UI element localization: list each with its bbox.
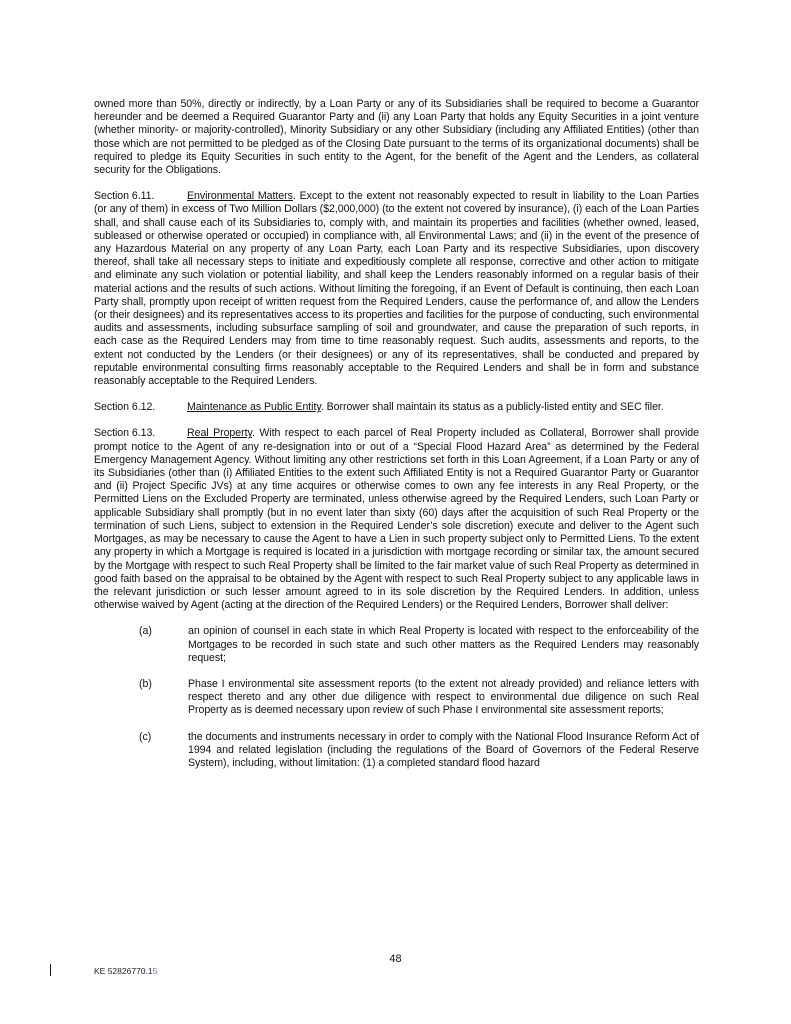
body-text [94, 98, 699, 783]
section-6-12 [94, 401, 699, 414]
page-number: 48 [389, 953, 402, 965]
list-item [94, 678, 699, 718]
document-id [94, 966, 157, 976]
section-title: Environmental Matters [187, 190, 293, 203]
continued-paragraph: owned more than 50%, directly or indirectly, by a Loan Party or any of its Subsidiaries shall be required to become a Guarantor hereunder and be deemed a Required Guarantor Party and (ii) any Loan Party that holds any Equity Securities in a joint venture (whether minority- or majority-controlled), Minority Subsidiary or any other Subsidiary (including any Affiliated Entities) (other than those which are not permitted to be pledged as of the Closing Date pursuant to the terms of its organizational documents) shall be required to pledge its Equity Securities in such entity to the Agent, for the benefit of the Agent and the Lenders, as collateral security for the Obligations. [94, 98, 699, 177]
item-label: (b) [139, 677, 152, 690]
item-text: an opinion of counsel in each state in which Real Property is located with respect to the enforceability of the Mortgages to be recorded in such state and such other matters as the Required Lenders may reasonably request; [188, 625, 699, 664]
section-number: Section 6.11. [94, 190, 155, 203]
section-number: Section 6.12. [94, 401, 156, 414]
deliverables-list [94, 625, 699, 770]
section-number: Section 6.13. [94, 427, 156, 440]
section-text: . With respect to each parcel of Real Property included as Collateral, Borrower shall provide prompt notice to the Agent of any re-designation into or out of a “Special Flood Hazard Area” as determined by the Federal Emergency Management Agency. Without limiting any other restrictions set forth in this Loan Agreement, if a Loan Party or any of its Subsidiaries (other than (i) Affiliated Entities to the extent such Affiliated Entity is not a Required Guarantor Party or Guarantor and (ii) Project Specific JVs) at any time acquires or otherwise comes to own any fee interests in any Real Property, or the Permitted Liens on the Excluded Property are terminated, unless otherwise agreed by the Required Lenders, such Loan Party or applicable Subsidiary shall promptly (but in no event later than sixty (60) days after the acquisition of such Real Property or the termination of such Liens, subject to extension in the Required Lender’s sole discretion) execute and deliver to the Agent such Mortgages, as may be necessary to cause the Agent to have a Lien in such property subject only to Permitted Liens. To the extent any property in which a Mortgage is required is located in a jurisdiction with mortgage recording or similar tax, the amount secured by the Mortgage with respect to such Real Property shall be limited to the fair market value of such Real Property as determined in good faith based on the appraisal to be obtained by the Agent with respect to such Real Property subject to any applicable laws in the relevant jurisdiction or such lesser amount agreed to in its sole discretion by the Required Lenders. In addition, unless otherwise waived by Agent (acting at the direction of the Required Lenders) or the Required Lenders, Borrower shall deliver: [94, 427, 699, 612]
list-item [94, 731, 699, 771]
section-6-11 [94, 190, 699, 388]
section-text: . Except to the extent not reasonably expected to result in liability to the Loan Parties (or any of them) in excess of Two Million Dollars ($2,000,000) (to the extent not covered by insurance), (i) each of the Loan Parties shall, and shall cause each of its Subsidiaries to, comply with, and maintain its properties and facilities (whether owned, leased, subleased or otherwise operated or occupied) in compliance with, all Environmental Laws; and (ii) in the event of the presence of any Hazardous Material on any property of any Loan Party, each Loan Party and its respective Subsidiaries, upon discovery thereof, shall take all necessary steps to initiate and expeditiously complete all response, corrective and other action to mitigate and eliminate any such violation or potential liability, and shall keep the Lenders reasonably informed on a regular basis of their material actions and the results of such actions. Without limiting the foregoing, if an Event of Default is continuing, then each Loan Party shall, promptly upon receipt of written request from the Required Lenders, cause the performance of, and allow the Lenders (or their designees) and its representatives access to its properties and facilities for the purpose of conducting, such environmental audits and assessments, including subsurface sampling of soil and groundwater, and cause the preparation of such reports, in each case as the Required Lenders may from time to time reasonably request. Such audits, assessments and reports, to the extent not conducted by the Lenders (or their designees) or any of its representatives, shall be conducted and prepared by reputable environmental consulting firms reasonably acceptable to the Required Lenders and shall be in form and substance reasonably acceptable to the Required Lenders. [94, 190, 699, 388]
section-6-13 [94, 427, 699, 612]
item-text: Phase I environmental site assessment reports (to the extent not already provided) and reliance letters with respect thereto and any other due diligence with respect to environmental due diligence on such Real Property as is deemed necessary upon review of such Phase I environmental site assessment reports; [188, 677, 699, 717]
document-id-text: KE 52826770.1 [94, 966, 153, 976]
section-title: Real Property [187, 427, 252, 440]
section-title: Maintenance as Public Entity [187, 401, 321, 414]
item-text: the documents and instruments necessary in order to comply with the National Flood Insurance Reform Act of 1994 and related legislation (including the regulations of the Board of Governors of the Federal Reserve System), including, without limitation: (1) a completed standard flood hazard [188, 730, 699, 769]
item-label: (a) [139, 625, 152, 638]
item-label: (c) [139, 730, 152, 743]
document-revision: 5 [152, 966, 158, 976]
revision-bar [50, 964, 51, 976]
list-item [94, 625, 699, 665]
section-text: . Borrower shall maintain its status as a publicly-listed entity and SEC filer. [320, 401, 664, 414]
